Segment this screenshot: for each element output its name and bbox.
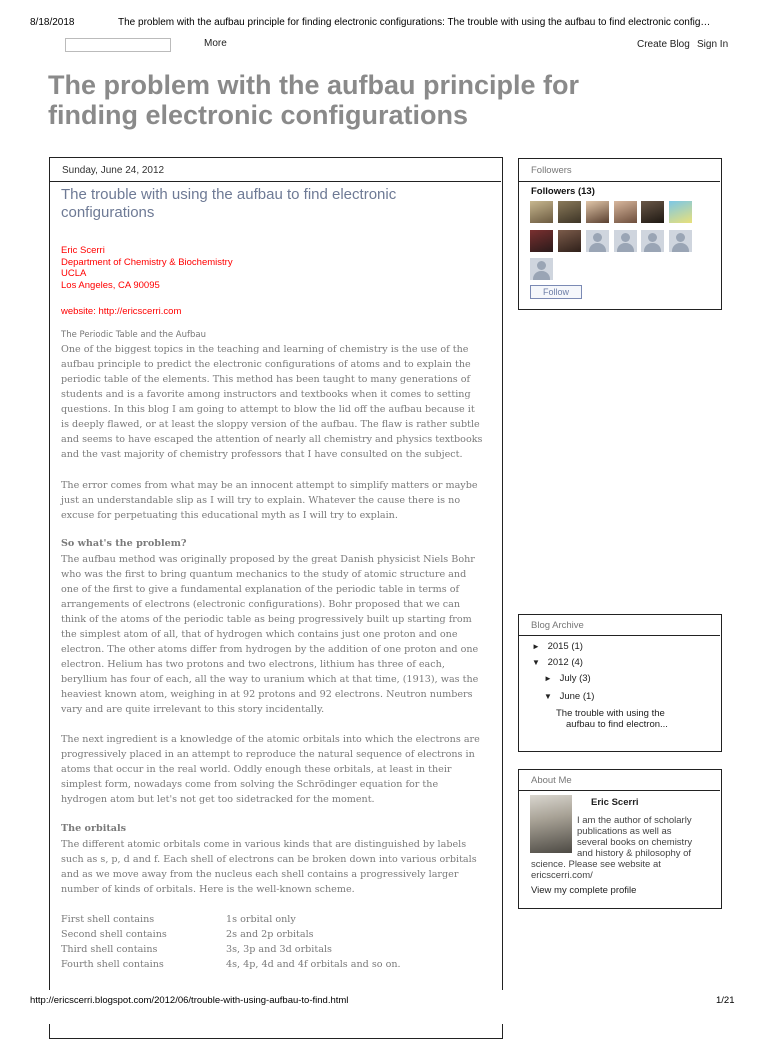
shell-label: First shell contains [61,914,155,925]
default-avatar-icon[interactable] [614,230,637,252]
follower-avatar[interactable] [641,201,664,223]
section-heading-orbitals: The orbitals [61,823,127,834]
archive-year-2012[interactable] [532,657,583,668]
paragraph-2 [61,478,493,523]
archive-month-june[interactable] [544,691,594,702]
archive-month-label[interactable]: June [559,691,581,702]
followers-heading: Followers [531,165,572,176]
shell-row [61,942,461,957]
shell-label: Third shell contains [61,944,158,955]
follower-avatar[interactable] [669,201,692,223]
archive-count: (3) [579,673,591,684]
create-blog-link[interactable]: Create Blog [637,39,690,50]
follower-avatar[interactable] [586,201,609,223]
text-line: and as we move away from the nucleus each shell contains a progressively larger [61,869,459,880]
text-line: arrangements of electrons (electronic configurations). Bohr proposed that we can [61,599,461,610]
text-line: is deeply flawed, or at least the sloppy version of the aufbau. The flaw is rather subtle [61,419,480,430]
text-line: heaviest known atom, weighing in at 92 protons and 92 electrons. Neutron numbers [61,689,473,700]
sign-in-link[interactable]: Sign In [697,39,729,50]
shell-value: 1s orbital only [226,914,296,925]
collapse-arrow-icon[interactable]: ▼ [544,692,552,701]
shell-value: 2s and 2p orbitals [226,929,314,940]
text-line: electron. Helium has two protons and two electrons, lithium has three of each, [61,659,445,670]
follow-button[interactable]: Follow [530,285,582,299]
bio-line: science. Please see website at [531,859,661,870]
text-line: who was the first to bring quantum mechanics to the study of atomic structure and [61,569,467,580]
text-line: and seems to have escaped the attention of nearly all chemistry and physics textbooks [61,434,483,445]
footer-url: http://ericscerri.blogspot.com/2012/06/trouble-with-using-aufbau-to-find.html [30,995,349,1006]
shell-value: 4s, 4p, 4d and 4f orbitals and so on. [226,959,401,970]
follower-avatar[interactable] [558,201,581,223]
paragraph-5 [61,837,493,897]
expand-arrow-icon[interactable]: ► [544,674,552,683]
text-line: think of the atoms of the periodic table as being progressively built up starting from [61,614,472,625]
text-line: One of the biggest topics in the teaching and learning of chemistry is the use of the [61,344,469,355]
author-block [61,245,233,291]
about-divider [519,790,720,791]
text-line: the simplest atom of all, that of hydrogen which contains just one proton and one [61,629,458,640]
shell-row [61,912,461,927]
archive-count: (1) [571,641,583,652]
bio-line: ericscerri.com/ [531,870,593,881]
print-date: 8/18/2018 [30,17,75,28]
blog-title[interactable]: The problem with the aufbau principle for finding electronic configurations [48,70,580,130]
collapse-arrow-icon[interactable]: ▼ [532,658,540,667]
default-avatar-icon[interactable] [641,230,664,252]
text-line: electron. The other atoms differ from hydrogen by the addition of one proton and one [61,644,479,655]
text-line: just an understandable slip as I will try to explain. Whatever the cause there is no [61,495,461,506]
shell-label: Second shell contains [61,929,167,940]
text-line: The aufbau method was originally proposed by the great Danish physicist Niels Bohr [61,554,475,565]
author-city: Los Angeles, CA 90095 [61,279,160,291]
text-line: excuse for perpetuating this educational myth as I will try to explain. [61,510,398,521]
section-heading-periodic-table: The Periodic Table and the Aufbau [61,330,206,340]
text-line: students and is a favorite among instructors and textbooks when it comes to setting [61,389,471,400]
follower-avatar[interactable] [530,201,553,223]
post-date: Sunday, June 24, 2012 [62,165,165,176]
text-line: progressively placed in an attempt to reproduce the natural sequence of electrons in [61,749,475,760]
author-name: Eric Scerri [61,245,105,256]
bio-line: several books on chemistry [577,837,693,848]
archive-month-label[interactable]: July [559,673,577,684]
paragraph-4 [61,732,493,807]
follower-avatar[interactable] [530,230,553,252]
text-line: questions. In this blog I am going to attempt to blow the lid off the aufbau because it [61,404,475,415]
text-line: atoms that occur in the real world. Oddly enough these orbitals, at least in their [61,764,452,775]
expand-arrow-icon[interactable]: ► [532,642,540,651]
default-avatar-icon[interactable] [586,230,609,252]
text-line: periodic table of the elements. This method has been taught to many generations of [61,374,471,385]
bio-line: I am the author of scholarly [577,815,692,826]
profile-bio [577,815,692,859]
author-university: UCLA [61,268,87,279]
bio-line: publications as well as [577,826,672,837]
archive-post-title-line[interactable]: The trouble with using the [556,708,665,719]
section-heading-problem: So what's the problem? [61,538,187,549]
text-line: The error comes from what may be an innocent attempt to simplify matters or maybe [61,480,478,491]
archive-year-label[interactable]: 2015 [547,641,569,652]
post-title[interactable]: The trouble with using the aufbau to find electronic configurations [61,186,397,221]
text-line: simplest form, nowadays come from solving the Schrödinger equation for the [61,779,439,790]
view-profile-link[interactable]: View my complete profile [531,885,637,896]
text-line: The next ingredient is a knowledge of the atomic orbitals into which the electrons are [61,734,480,745]
print-page-title: The problem with the aufbau principle for finding electronic configurations: The trouble with using the aufbau to find electronic config… [118,17,711,28]
text-line: The different atomic orbitals come in various kinds that are distinguished by labels [61,839,467,850]
text-line: and the vast majority of chemistry professors that I have consulted on the subject. [61,449,463,460]
text-line: aufbau principle to predict the electronic configurations of atoms and to explain the [61,359,471,370]
text-line: number of kinds of orbitals. Here is the well-known scheme. [61,884,355,895]
archive-count: (1) [582,691,595,702]
text-line: one of the first to give a fundamental explanation of the periodic table in terms of [61,584,460,595]
follower-avatar[interactable] [558,230,581,252]
navbar-search-input[interactable] [65,38,171,52]
follower-avatar[interactable] [614,201,637,223]
website-link[interactable]: website: http://ericscerri.com [61,306,182,317]
archive-post-link[interactable] [556,708,668,730]
blog-archive-heading: Blog Archive [531,620,584,631]
profile-bio-tail [531,859,661,881]
shell-row [61,927,461,942]
shell-table [61,912,461,972]
text-line: vary and are quite irrelevant to this story incidentally. [61,704,325,715]
more-link[interactable]: More [204,38,227,49]
footer-page-number: 1/21 [716,995,735,1006]
followers-divider [519,181,720,182]
archive-year-2015[interactable] [532,641,583,652]
archive-divider [519,635,720,636]
archive-post-title-line[interactable]: aufbau to find electron... [566,719,668,730]
archive-year-label[interactable]: 2012 [547,657,569,668]
profile-name[interactable]: Eric Scerri [591,797,639,808]
archive-count: (4) [571,657,583,668]
bio-line: and history & philosophy of [577,848,692,859]
text-line: such as s, p, d and f. Each shell of electrons can be broken down into various orbitals [61,854,477,865]
default-avatar-icon[interactable] [530,258,553,280]
followers-count[interactable]: Followers (13) [531,186,595,197]
archive-month-july[interactable] [544,673,591,684]
text-line: hydrogen atom but let's not get too sidetracked for the moment. [61,794,375,805]
shell-label: Fourth shell contains [61,959,164,970]
shell-row [61,957,461,972]
shell-value: 3s, 3p and 3d orbitals [226,944,332,955]
profile-photo[interactable] [530,795,572,853]
paragraph-1 [61,342,493,462]
about-me-heading: About Me [531,775,572,786]
author-department: Department of Chemistry & Biochemistry [61,256,233,268]
default-avatar-icon[interactable] [669,230,692,252]
text-line: beryllium has four of each, all the way to uranium which at that time, (1913), was the [61,674,479,685]
paragraph-3 [61,552,493,717]
